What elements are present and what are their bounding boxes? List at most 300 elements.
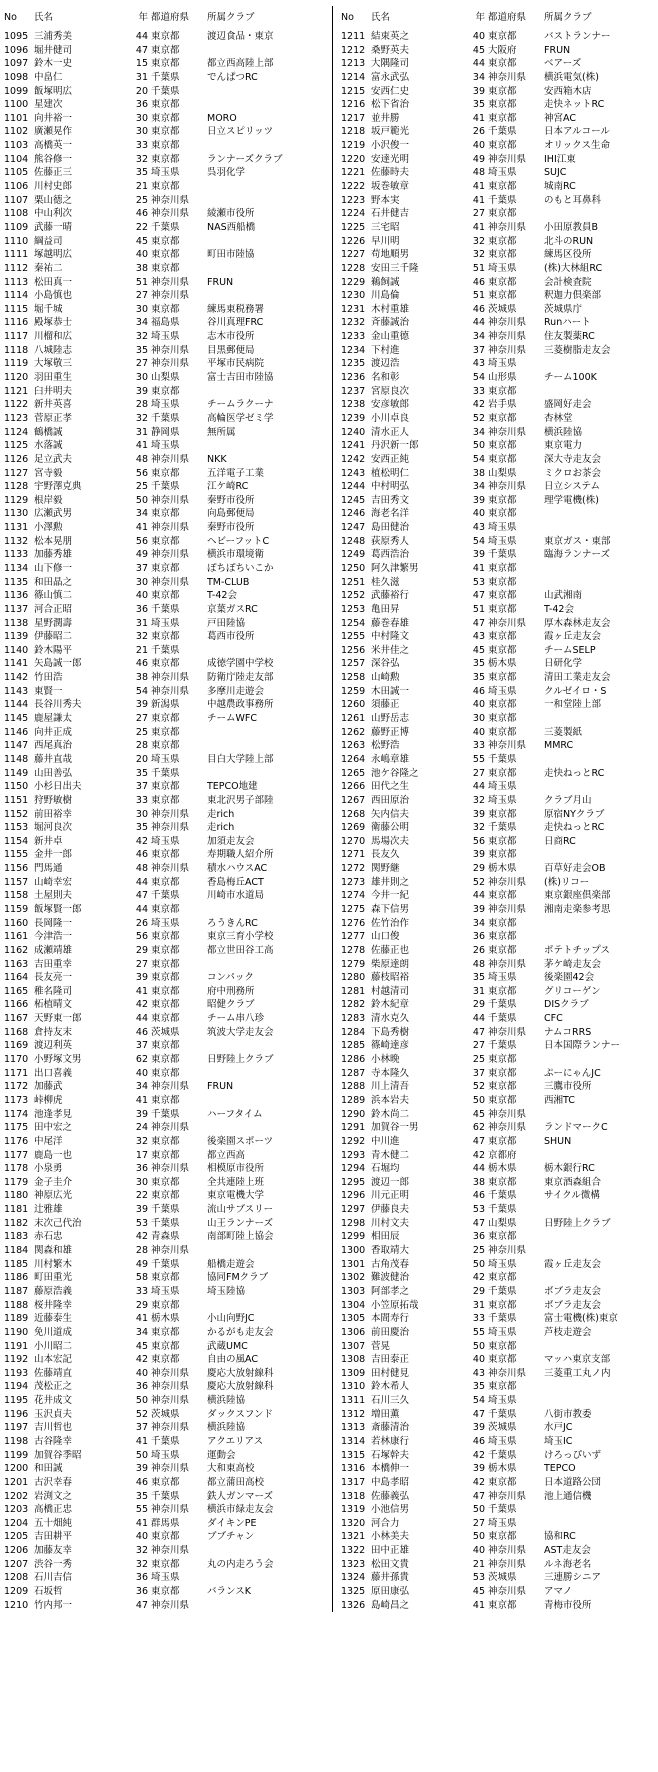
table-row — [4, 698, 332, 712]
cell-club: 山武湘南 — [544, 590, 583, 602]
cell-age: 40 — [472, 31, 485, 42]
cell-name: 川島倫 — [371, 290, 400, 302]
cell-prefecture: 神奈川県 — [151, 1381, 190, 1393]
cell-prefecture: 千葉県 — [151, 767, 180, 779]
cell-prefecture: 神奈川県 — [151, 672, 190, 684]
cell-age: 35 — [135, 167, 148, 179]
cell-age: 33 — [135, 794, 148, 806]
cell-name: 天野東一郎 — [34, 1013, 82, 1025]
table-row — [341, 685, 658, 699]
cell-prefecture: 栃木県 — [488, 658, 517, 670]
cell-prefecture: 東京都 — [151, 112, 180, 124]
cell-no: 1106 — [4, 181, 29, 193]
cell-name: 羽田重生 — [34, 372, 73, 384]
table-row — [4, 1094, 332, 1108]
cell-prefecture: 埼玉県 — [151, 1285, 180, 1297]
table-row — [4, 1217, 332, 1231]
table-row — [4, 85, 332, 99]
results-table-left — [4, 6, 332, 1612]
cell-club: 日商RC — [544, 835, 576, 847]
cell-no: 1317 — [341, 1476, 366, 1488]
cell-no: 1259 — [341, 685, 366, 697]
cell-name: 長友亮一 — [34, 972, 73, 984]
cell-no: 1196 — [4, 1408, 29, 1420]
cell-club — [544, 712, 658, 726]
cell-no: 1318 — [341, 1490, 366, 1502]
cell-age: 36 — [135, 1586, 148, 1598]
cell-prefecture: 埼玉県 — [488, 972, 517, 984]
cell-age: 49 — [135, 1258, 148, 1270]
cell-prefecture: 千葉県 — [151, 603, 180, 615]
cell-club: 日本国際ランナー — [544, 1040, 621, 1052]
cell-age: 40 — [472, 508, 485, 520]
cell-club: 加須走友会 — [207, 835, 255, 847]
cell-age: 34 — [135, 1326, 148, 1338]
cell-age: 27 — [135, 713, 148, 725]
cell-club — [544, 1053, 658, 1067]
cell-no: 1135 — [4, 576, 29, 588]
cell-age: 32 — [135, 631, 148, 643]
cell-name: 鹿島一也 — [34, 1149, 73, 1161]
table-row — [4, 494, 332, 508]
cell-name: 葛西浩治 — [371, 549, 410, 561]
cell-prefecture: 神奈川県 — [488, 904, 527, 915]
cell-prefecture: 神奈川県 — [151, 194, 190, 206]
table-row — [4, 848, 332, 862]
cell-club: 中越農政事務所 — [207, 699, 274, 711]
cell-club: 五洋電子工業 — [207, 467, 265, 479]
cell-age: 45 — [472, 644, 485, 656]
cell-prefecture: 東京都 — [488, 1381, 517, 1393]
cell-name: 菅原正孝 — [34, 412, 73, 424]
cell-prefecture: 東京都 — [488, 1231, 517, 1243]
cell-prefecture: 東京都 — [151, 1067, 180, 1079]
cell-prefecture: 山梨県 — [488, 467, 517, 479]
cell-prefecture: 東京都 — [151, 1586, 180, 1598]
cell-no: 1240 — [341, 426, 366, 438]
cell-no: 1267 — [341, 794, 366, 806]
cell-club: 三連勝シニア — [544, 1572, 602, 1584]
cell-name: 前田裕幸 — [34, 808, 73, 820]
cell-name: 川榴和広 — [34, 331, 73, 343]
cell-club: AST走友会 — [544, 1545, 591, 1557]
cell-club: 協同FMクラブ — [207, 1272, 269, 1284]
cell-no: 1138 — [4, 617, 29, 629]
table-row — [341, 248, 658, 262]
cell-prefecture: 神奈川県 — [488, 1122, 527, 1134]
cell-prefecture: 東京都 — [151, 31, 180, 42]
cell-club: 渡辺食品・東京 — [207, 31, 274, 42]
cell-name: 荻原秀人 — [371, 535, 410, 547]
cell-club: 川崎市水道局 — [207, 890, 265, 902]
cell-prefecture: 埼玉県 — [151, 1449, 180, 1461]
cell-club: TEPCO — [544, 1463, 576, 1475]
cell-name: 花井成文 — [34, 1395, 73, 1407]
cell-prefecture: 神奈川県 — [488, 1586, 527, 1598]
table-row — [341, 71, 658, 85]
cell-name: 松下省治 — [371, 99, 410, 111]
cell-age: 39 — [135, 972, 148, 984]
cell-prefecture: 東京都 — [488, 249, 517, 261]
cell-club — [207, 1094, 322, 1108]
table-row — [341, 739, 658, 753]
cell-name: 矢島誠一郎 — [34, 658, 82, 670]
header-no: No — [4, 12, 17, 23]
cell-age: 36 — [135, 1381, 148, 1393]
table-row — [4, 1421, 332, 1435]
cell-name: 山本宏記 — [34, 1354, 73, 1366]
cell-prefecture: 千葉県 — [488, 753, 517, 765]
table-row — [4, 644, 332, 658]
cell-club: 練馬東税務署 — [207, 303, 265, 315]
cell-no: 1159 — [4, 904, 29, 915]
cell-age: 32 — [135, 1558, 148, 1570]
cell-club: 日野陸上クラブ — [544, 1217, 611, 1229]
cell-name: 宇野澤克典 — [34, 481, 82, 493]
table-row — [4, 1326, 332, 1340]
cell-age: 53 — [472, 576, 485, 588]
cell-age: 27 — [472, 1040, 485, 1052]
cell-prefecture: 東京都 — [488, 112, 517, 124]
cell-no: 1104 — [4, 153, 29, 165]
cell-club: 都立世田谷工高 — [207, 944, 274, 956]
cell-age: 25 — [135, 194, 148, 206]
cell-no: 1197 — [4, 1422, 29, 1434]
table-row — [4, 589, 332, 603]
table-row — [4, 1517, 332, 1531]
header-age: 年 — [138, 12, 148, 23]
table-row — [341, 603, 658, 617]
cell-prefecture: 東京都 — [488, 1340, 517, 1352]
cell-name: 永嶋章雄 — [371, 753, 410, 765]
table-row — [341, 330, 658, 344]
cell-no: 1207 — [4, 1558, 29, 1570]
cell-no: 1292 — [341, 1135, 366, 1147]
cell-age: 41 — [472, 112, 485, 124]
cell-age: 41 — [472, 1599, 485, 1611]
cell-prefecture: 神奈川県 — [488, 317, 527, 329]
cell-age: 39 — [472, 549, 485, 561]
cell-prefecture: 埼玉県 — [488, 167, 517, 179]
cell-no: 1217 — [341, 112, 366, 124]
cell-prefecture: 東京都 — [151, 535, 180, 547]
table-row — [341, 644, 658, 658]
cell-prefecture: 神奈川県 — [151, 1081, 190, 1093]
cell-club: 秦野市役所 — [207, 522, 255, 534]
cell-prefecture: 茨城県 — [488, 1422, 517, 1434]
cell-name: 矢内信夫 — [371, 808, 410, 820]
cell-no: 1250 — [341, 562, 366, 574]
cell-no: 1098 — [4, 71, 29, 83]
cell-prefecture: 埼玉県 — [488, 1395, 517, 1407]
cell-prefecture: 東京都 — [488, 85, 517, 97]
cell-club — [207, 289, 322, 303]
cell-name: 中畠仁 — [34, 71, 63, 83]
table-row — [341, 1149, 658, 1163]
cell-club — [207, 85, 322, 99]
cell-club: 厚木森林走友会 — [544, 617, 611, 629]
cell-name: 植松明仁 — [371, 467, 410, 479]
table-row — [341, 344, 658, 358]
cell-name: 栗山德之 — [34, 194, 73, 206]
cell-age: 38 — [135, 672, 148, 684]
cell-no: 1118 — [4, 344, 29, 356]
cell-age: 33 — [135, 140, 148, 152]
cell-no: 1238 — [341, 399, 366, 411]
cell-age: 25 — [472, 1054, 485, 1066]
cell-prefecture: 東京都 — [488, 494, 517, 506]
cell-prefecture: 東京都 — [488, 590, 517, 602]
cell-no: 1298 — [341, 1217, 366, 1229]
cell-name: 安西仁史 — [371, 85, 410, 97]
cell-age: 45 — [472, 44, 485, 56]
cell-prefecture: 東京都 — [488, 713, 517, 725]
cell-name: 川村史郎 — [34, 181, 73, 193]
cell-no: 1203 — [4, 1504, 29, 1516]
cell-age: 39 — [135, 699, 148, 711]
cell-no: 1114 — [4, 290, 29, 302]
cell-name: 小笠原拓哉 — [371, 1299, 419, 1311]
cell-club: 自由の風AC — [207, 1354, 258, 1366]
cell-name: 鶴橋誠 — [34, 426, 63, 438]
results-table-right — [332, 6, 658, 1612]
cell-name: 渡辺浩 — [371, 358, 400, 370]
table-row — [4, 1340, 332, 1354]
cell-no: 1165 — [4, 985, 29, 997]
table-row — [4, 235, 332, 249]
cell-age: 29 — [472, 863, 485, 875]
table-row — [341, 303, 658, 317]
cell-no: 1235 — [341, 358, 366, 370]
cell-name: 丹沢新一郎 — [371, 440, 419, 452]
cell-no: 1115 — [4, 303, 29, 315]
cell-age: 25 — [472, 1245, 485, 1257]
cell-name: 大隅隆司 — [371, 58, 410, 70]
cell-prefecture: 神奈川県 — [488, 71, 527, 83]
cell-club: 小山向野JC — [207, 1313, 255, 1325]
cell-name: 廣瀬晃作 — [34, 126, 73, 138]
cell-age: 35 — [472, 672, 485, 684]
table-row — [341, 398, 658, 412]
table-row — [4, 1135, 332, 1149]
cell-name: 松田真一 — [34, 276, 73, 288]
cell-age: 50 — [472, 1504, 485, 1516]
cell-age: 49 — [472, 153, 485, 165]
cell-name: 吉川哲也 — [34, 1422, 73, 1434]
cell-prefecture: 東京都 — [488, 1599, 517, 1611]
cell-name: 竹内邦一 — [34, 1599, 73, 1611]
cell-age: 42 — [135, 1354, 148, 1366]
cell-prefecture: 埼玉県 — [488, 262, 517, 274]
cell-name: 小川卓良 — [371, 412, 410, 424]
cell-name: 川元正明 — [371, 1190, 410, 1202]
cell-no: 1311 — [341, 1395, 366, 1407]
cell-club — [544, 1108, 658, 1122]
cell-prefecture: 千葉県 — [151, 481, 180, 493]
cell-name: 下村進 — [371, 344, 400, 356]
table-row — [4, 1039, 332, 1053]
cell-prefecture: 東京都 — [488, 181, 517, 193]
table-row — [341, 235, 658, 249]
table-row — [341, 1271, 658, 1285]
cell-club: 船橋走遊会 — [207, 1258, 255, 1270]
table-row — [4, 276, 332, 290]
cell-prefecture: 神奈川県 — [151, 1422, 190, 1434]
cell-no: 1147 — [4, 740, 29, 752]
cell-age: 46 — [472, 276, 485, 288]
cell-prefecture: 東京都 — [151, 1340, 180, 1352]
cell-no: 1108 — [4, 208, 29, 220]
cell-prefecture: 東京都 — [151, 508, 180, 520]
cell-no: 1282 — [341, 999, 366, 1011]
cell-no: 1110 — [4, 235, 29, 247]
table-row — [341, 521, 658, 535]
cell-no: 1254 — [341, 617, 366, 629]
cell-age: 29 — [472, 999, 485, 1011]
table-row — [341, 726, 658, 740]
cell-prefecture: 栃木県 — [488, 1163, 517, 1175]
table-row — [341, 1121, 658, 1135]
cell-prefecture: 東京都 — [488, 508, 517, 520]
table-row — [341, 562, 658, 576]
cell-name: 三浦秀美 — [34, 31, 73, 42]
cell-age: 21 — [472, 1558, 485, 1570]
cell-club: ベアーズ — [544, 58, 582, 70]
cell-name: 出口喜義 — [34, 1067, 73, 1079]
cell-age: 34 — [135, 317, 148, 329]
cell-name: 須藤正 — [371, 699, 400, 711]
cell-no: 1326 — [341, 1599, 366, 1611]
cell-name: 新井卓 — [34, 835, 63, 847]
cell-name: 安達光明 — [371, 153, 410, 165]
cell-name: 若林康行 — [371, 1435, 410, 1447]
cell-club: 霞ヶ丘走友会 — [544, 1258, 602, 1270]
cell-name: 川村文夫 — [371, 1217, 410, 1229]
cell-club: 秦野市役所 — [207, 494, 255, 506]
table-row — [4, 821, 332, 835]
cell-no: 1258 — [341, 672, 366, 684]
cell-age: 44 — [472, 890, 485, 902]
cell-club: ダックスフンド — [207, 1408, 274, 1420]
cell-age: 47 — [135, 1599, 148, 1611]
cell-name: 水落誠 — [34, 440, 63, 452]
cell-age: 22 — [135, 1190, 148, 1202]
cell-prefecture: 東京都 — [151, 931, 180, 943]
cell-prefecture: 東京都 — [151, 726, 180, 738]
cell-name: 藤井直哉 — [34, 753, 73, 765]
cell-no: 1269 — [341, 822, 366, 834]
cell-name: 加賀谷季昭 — [34, 1449, 82, 1461]
table-row — [4, 1162, 332, 1176]
cell-no: 1247 — [341, 522, 366, 534]
cell-name: 高橋正忠 — [34, 1504, 73, 1516]
cell-age: 51 — [472, 290, 485, 302]
table-row — [341, 1544, 658, 1558]
cell-prefecture: 神奈川県 — [488, 617, 527, 629]
cell-no: 1172 — [4, 1081, 29, 1093]
cell-prefecture: 東京都 — [151, 740, 180, 752]
cell-age: 45 — [472, 1586, 485, 1598]
cell-prefecture: 神奈川県 — [488, 958, 527, 970]
cell-no: 1095 — [4, 31, 29, 42]
cell-prefecture: 埼玉県 — [151, 167, 180, 179]
cell-name: 中川進 — [371, 1135, 400, 1147]
cell-name: 渡辺一郎 — [371, 1176, 410, 1188]
table-row — [4, 889, 332, 903]
cell-name: 石堀均 — [371, 1163, 400, 1175]
cell-no: 1186 — [4, 1272, 29, 1284]
cell-name: 小杉日出夫 — [34, 781, 82, 793]
cell-age: 30 — [135, 303, 148, 315]
cell-no: 1309 — [341, 1367, 366, 1379]
table-row — [4, 971, 332, 985]
cell-club — [544, 1394, 658, 1408]
cell-club: 積水ハウスAC — [207, 863, 268, 875]
cell-name: 熊谷修一 — [34, 153, 73, 165]
table-row — [341, 1094, 658, 1108]
cell-no: 1322 — [341, 1545, 366, 1557]
cell-name: 古沢幸春 — [34, 1476, 73, 1488]
cell-prefecture: 埼玉県 — [151, 331, 180, 343]
table-row — [341, 1176, 658, 1190]
cell-age: 32 — [472, 794, 485, 806]
cell-name: 山崎勲 — [371, 672, 400, 684]
cell-name: 堀河良次 — [34, 822, 73, 834]
cell-prefecture: 埼玉県 — [488, 1435, 517, 1447]
cell-club: (株)大林組RC — [544, 262, 603, 274]
cell-name: 寺本隆久 — [371, 1067, 410, 1079]
table-row — [4, 507, 332, 521]
cell-club: 日本アルコール — [544, 126, 610, 138]
cell-age: 54 — [472, 453, 485, 465]
cell-prefecture: 神奈川県 — [488, 1558, 527, 1570]
cell-club: 釈迦力倶楽部 — [544, 290, 602, 302]
cell-club: 日立スピリッツ — [207, 126, 274, 138]
table-row — [341, 507, 658, 521]
cell-age: 28 — [135, 399, 148, 411]
cell-prefecture: 神奈川県 — [488, 1108, 527, 1120]
cell-name: 塚越明広 — [34, 249, 73, 261]
table-row — [341, 1312, 658, 1326]
table-row — [4, 930, 332, 944]
cell-age: 32 — [472, 822, 485, 834]
cell-age: 40 — [135, 249, 148, 261]
cell-no: 1185 — [4, 1258, 29, 1270]
cell-age: 47 — [472, 617, 485, 629]
table-row — [341, 589, 658, 603]
cell-age: 44 — [472, 317, 485, 329]
cell-age: 40 — [135, 1531, 148, 1543]
cell-name: 大塚敬三 — [34, 358, 73, 370]
cell-club — [207, 1244, 322, 1258]
cell-prefecture: 東京都 — [151, 249, 180, 261]
cell-prefecture: 神奈川県 — [151, 208, 190, 220]
cell-no: 1315 — [341, 1449, 366, 1461]
cell-name: 高橋英一 — [34, 140, 73, 152]
table-row — [341, 1053, 658, 1067]
cell-club: Runハート — [544, 317, 591, 329]
table-row — [341, 1230, 658, 1244]
cell-no: 1139 — [4, 631, 29, 643]
cell-club: 東北沢男子部陸 — [207, 794, 274, 806]
cell-prefecture: 埼玉県 — [488, 358, 517, 370]
table-row — [4, 767, 332, 781]
cell-club: のもと耳鼻科 — [544, 194, 602, 206]
cell-no: 1314 — [341, 1435, 366, 1447]
table-row — [4, 1367, 332, 1381]
cell-prefecture: 東京都 — [151, 58, 180, 70]
cell-prefecture: 千葉県 — [151, 1258, 180, 1270]
